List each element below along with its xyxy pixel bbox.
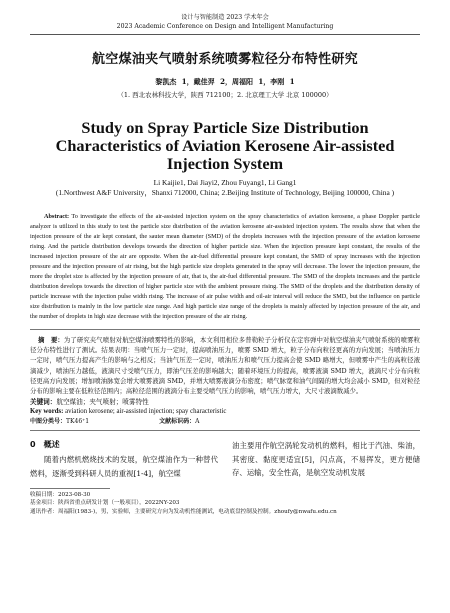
- affiliation-en: (1.Northwest A&F University，Shanxi 712000, China; 2.Beijing Institute of Technology, Beijing 100000, China ): [55, 188, 395, 197]
- footnote-fund: 基金项目：陕西省重点研发计划（一般项目），2022NY-203: [30, 500, 180, 507]
- keywords-cn-label: 关键词：: [30, 398, 57, 407]
- abstract-label: Abstract:: [44, 213, 70, 220]
- abstract-cn: [30, 335, 420, 396]
- abstract-en: [30, 212, 420, 322]
- abstract-text: To investigate the effects of the air-assisted injection system on the spray characteristics of aviation kerosene, a phase Doppler particle analyzer is utilized in this study to test the particle size distribution of the aviation kerosene air-assisted injection system. The results show that when the injection pressure of the air kept constant, the sauter mean diameter (SMD) of the droplets increases with the injection pressure of the aviation kerosene rising. And the particle distribution develops towards the direction of higher particle size. When the injection pressure kept constant, the results of the increased injection pressure of the air are opposite. When the air-fuel differential pressure kept constant, the SMD of spray increases with the injection pressure and the injection pressure of air rising, but the high particle size droplets generated in the spray will decrease. The lower the injection pressure, the more the droplet size is affected by the injection pressure of air, that is, the air-fuel differential pressure. The SMD of the droplets increases and the particle distribution develops towards the direction of higher particle size with the ambient pressure rising. The SMD of the droplets and the distribution density of particle increase with the injection pulse width rising. The increase of air pulse width and oil-air interval will reduce the SMD, but the influence on particle size distribution is mainly in the low particle size range. And high particle size range of the droplets is mainly affected by injection pressure of the air, and the number of droplets in high size decrease with the injection pressure of the air rising.: [30, 213, 420, 320]
- keywords-cn-text: 航空煤油；夹气喷射；喷雾特性: [56, 398, 149, 407]
- clc-value: TK46⁺1: [66, 418, 90, 426]
- classification-line: [30, 417, 420, 426]
- section-heading: 0 概述: [30, 440, 60, 450]
- abstract-cn-text: 为了研究夹气喷射对航空煤油喷雾特性的影响，本文利用相位多普勒粒子分析仪在定容弹中对航空煤油夹气喷射系统的喷雾粒径分布特性进行了测试。结果表明：当喷气压力一定时，提高喷油压力，喷雾 SMD 增大，粒子分布向粒径更高的方向发展；当喷油压力一定时，喷气压力提高产生的影响与之相反；当油气压差一定时，喷油压力和喷气压力提高会使 SMD 略增大，但喷雾中产生的高粒径液滴减少，喷油压力越低，液滴尺寸受喷气压力，即油气压差的影响越大；随着环境压力的提高，喷雾液滴 SMD 增大，液滴尺寸分布向粒径更高方向发展；增加喷油脉宽会增大喷雾液滴 SMD，并增大喷雾液滴分布密度；喷气脉宽和油气间隔的增大均会减小 SMD，但对粒径分布的影响主要在低粒径范围内；高粒径范围的液滴分布主要受喷气压力的影响，喷气压力增大，大尺寸液滴数减少。: [30, 336, 420, 396]
- body-columns: [30, 439, 420, 480]
- intro-text-right: 油主要用作航空涡轮发动机的燃料，相比于汽油、柴油，其密度、黏度更适宜[5]，闪点高，不易挥发，更方便储存、运输，安全性高，是航空发动机发展: [232, 441, 420, 478]
- footnote-rule: [30, 488, 110, 489]
- doc-code-value: A: [195, 418, 200, 426]
- authors-en: Li Kaijie1, Dai Jiayi2, Zhou Fuyang1, Li Gang1: [153, 178, 297, 187]
- footnote-author: 通讯作者：周福阳(1983-)，男，实验师，主要研究方向为发动机性能测试，电动底盘控制及控制。zhoufy@nwafu.edu.cn: [30, 508, 337, 515]
- column-right: [232, 439, 420, 480]
- title-en: Study on Spray Particle Size Distribution Characteristics of Aviation Kerosene Air-assisted Injection System: [55, 118, 395, 173]
- affiliation-cn: （1. 西北农林科技大学，陕西 712100；2. 北京理工大学 北京 100000）: [117, 91, 333, 99]
- header-line-cn: 设计与智能制造 2023 学术年会: [181, 14, 269, 21]
- keywords-rule: [30, 430, 420, 431]
- header-rule: [30, 34, 420, 35]
- keywords-en: [30, 407, 420, 417]
- intro-text-left: 随着内燃机燃烧技术的发展，航空煤油作为一种替代燃料，逐渐受到科研人员的重视[1-4]，航空煤: [30, 455, 218, 478]
- keywords-en-text: aviation kerosene; air-assisted injection; spay characteristic: [65, 408, 227, 416]
- footnote-received: 收稿日期：2023-08-30: [30, 492, 91, 499]
- header-line-en: 2023 Academic Conference on Design and Intelligent Manufacturing: [116, 23, 334, 30]
- footnote: [30, 491, 420, 516]
- keywords-cn: [30, 397, 420, 407]
- keywords-en-label: Key words:: [30, 408, 64, 416]
- running-header: [30, 0, 420, 31]
- authors-cn: 黎凯杰 1，戴佳羿 2，周福阳 1，李刚 1: [155, 77, 295, 86]
- column-left: [30, 439, 218, 480]
- title-cn: 航空煤油夹气喷射系统喷雾粒径分布特性研究: [91, 52, 358, 67]
- abstract-rule: [30, 329, 420, 330]
- doc-code-label: 文献标识码：: [159, 418, 196, 426]
- clc-label: 中图分类号：: [30, 418, 67, 426]
- abstract-cn-label: 摘 要：: [38, 336, 64, 344]
